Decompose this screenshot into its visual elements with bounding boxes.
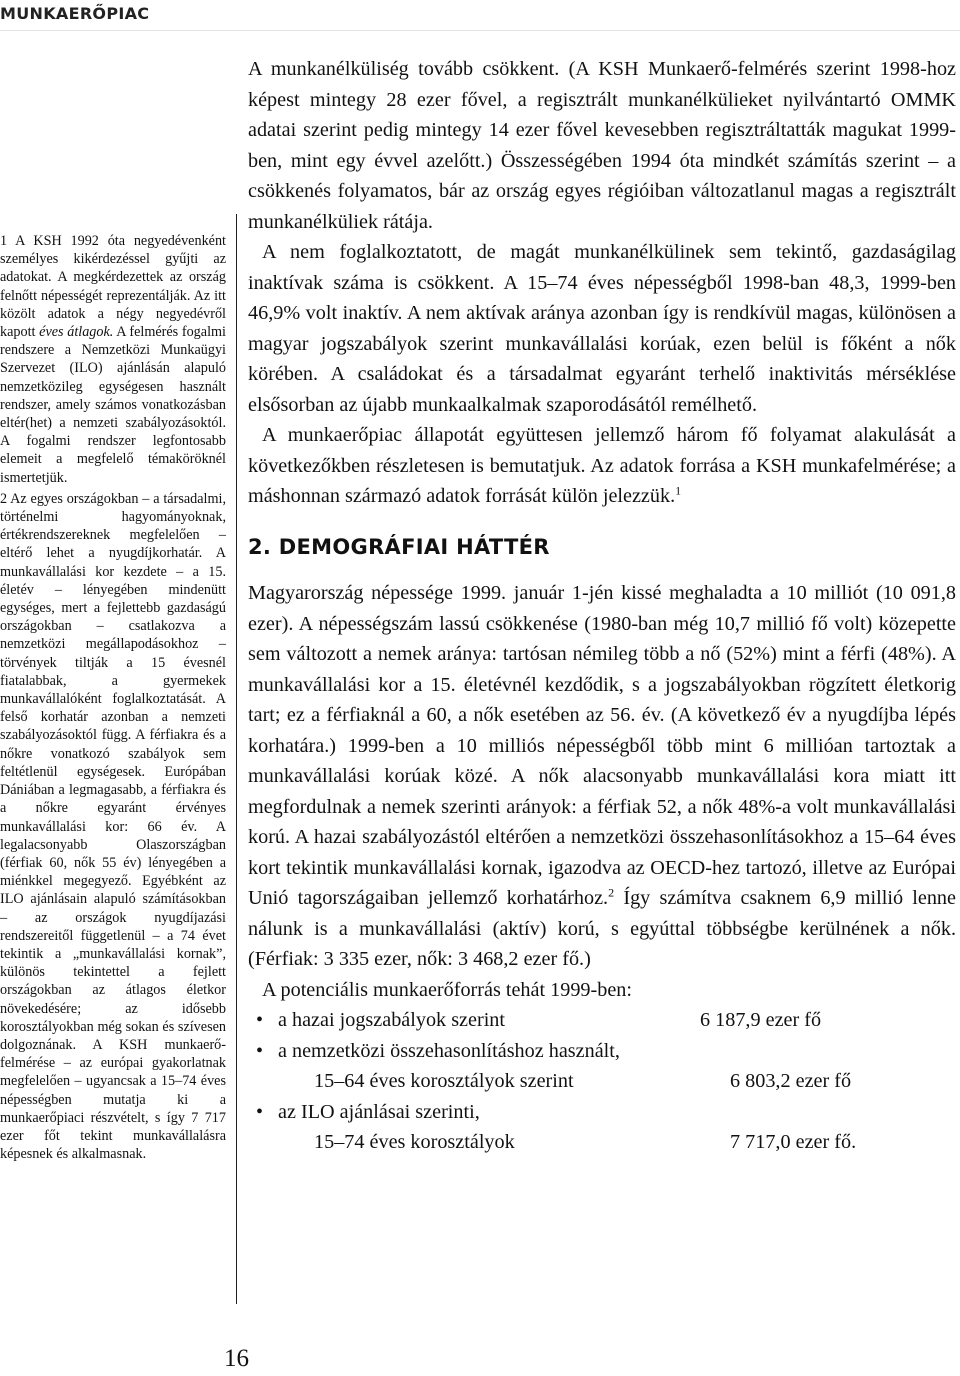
footnote-1: 1 A KSH 1992 óta negyedévenként személyes kikérdezéssel gyűjti az adatokat. A megkérdezettek az ország felnőtt népességét reprezentálják. Az itt közölt adatok a négy negyedévről kapott éves átlagok. A felmérés fogalmi rendszere a Nemzetközi Munkaügyi Szervezet (ILO) ajánlásán alapuló nemzetközileg egységesen használt rendszer, amely számos vonatkozásban eltér(het) a nemzeti szabályozásoktól. A fogalmi rendszer legfontosabb elemeit a megfelelő témaköröknél ismertetjük.	[0, 233, 226, 486]
workforce-list	[248, 1005, 956, 1158]
list-item	[248, 1005, 956, 1036]
list-item-label: a nemzetközi összehasonlításhoz használt,	[278, 1039, 620, 1062]
list-item-sublabel: 15–74 éves korosztályok	[314, 1131, 515, 1153]
paragraph-unemployment: A munkanélküliség tovább csökkent. (A KSH Munkaerő-felmérés szerint 1998-hoz képest mintegy 28 ezer fővel, a regisztrált munkanélkülieket nyilvántartó OMMK adatai szerint pedig mintegy 14 ezer fővel kevesebben regisztráltatták magukat 1999-ben, mint egy évvel azelőtt.) Összességében 1994 óta mindkét számítás szerint – a csökkenés folyamatos, bár az ország egyes régióiban változatlanul magas a regisztrált munkanélküliek rátája.	[248, 58, 956, 233]
paragraph-sources: A munkaerőpiac állapotát együttesen jellemző három fő folyamat alakulását a következőkben részletesen is bemutatjuk. Az adatok forrása a KSH munkafelmérése; a máshonnan származó adatok forrását külön jelezzük.$^1$	[248, 424, 956, 507]
list-item-sublabel: 15–64 éves korosztályok szerint	[314, 1070, 574, 1092]
list-item-value: 7 717,0 ezer fő.	[730, 1131, 857, 1153]
footnote-2: 2 Az egyes országokban – a társadalmi, történelmi hagyományoknak, értékrendszereknek megfelelően – eltérő lehet a nyugdíjkorhatár. A munkavállalási kor kezdete – a 15. életév – lényegében mindenütt egységes, mert a fejlettebb gazdaságú országokban – csatlakozva a nemzetközi megállapodásokhoz – törvények tiltják a 15 évesnél fiatalabbak, a gyermekek munkavállalóként foglalkoztatását. A felső korhatár azonban a nemzeti szabályozásoktól függ. A férfiakra és a nőkre vonatkozó szabályok sem feltétlenül egységesek. Európában Dániában a legmagasabb, a férfiakra és a nőkre egyaránt érvényes munkavállalási kor: 66 év. A legalacsonyabb Olaszországban (férfiak 60, nők 55 év) lényegében a miénkkel megegyező. Egyébként az ILO ajánlásain alapuló számításokban – az országok nyugdíjazási rendszereitől függetlenül – a 74 évet tekintik a „munkavállalási kornak”, különös tekintettel a fejlett országokban az átlagos életkor növekedésére; az idősebb korosztályokban még sokan és szívesen dolgoznának. A KSH munkaerő-felmérése – az európai gyakorlatnak megfelelően – ugyancsak a 15–74 éves népességben mutatja ki a munkaerőpiaci részvételt, s így 7 717 ezer főt tekint munkavállalásra képesnek és alkalmasnak.	[0, 490, 226, 1163]
paragraph-inactivity: A nem foglalkoztatott, de magát munkanélkülinek sem tekintő, gazdaságilag inaktívak száma is csökkent. A 15–74 éves népességből 1998-ban 48,3, 1999-ben 46,9% volt inaktív. A nem aktívak aránya azonban így is rendkívül magas, különösen a magyar jogszabályok szerint munkavállalási korúak, ezen belül is főként a nők körében. A családokat és a társadalmat egyaránt terhelő inaktivitás mérséklése elsősorban az újabb munkaalkalmak szaporodásától remélhető.	[248, 241, 956, 416]
list-item-label: a hazai jogszabályok szerint	[278, 1009, 506, 1031]
list-item	[248, 1036, 956, 1097]
section-heading: 2. DEMOGRÁFIAI HÁTTÉR	[248, 534, 550, 559]
bullet-icon: •	[256, 1039, 264, 1062]
list-item	[248, 1097, 956, 1158]
list-item-value: 6 187,9 ezer fő	[700, 1009, 822, 1031]
paragraph-workforce-intro: A potenciális munkaerőforrás tehát 1999-ben:	[262, 978, 632, 1001]
footnote-ref-2[interactable]: 2	[608, 885, 615, 900]
header-bar	[0, 0, 960, 31]
footnotes-sidebar	[0, 232, 226, 1166]
list-item-label: az ILO ajánlásai szerinti,	[278, 1100, 480, 1123]
list-item-value: 6 803,2 ezer fő	[730, 1070, 852, 1092]
footnote-ref-1[interactable]: 1	[675, 483, 682, 498]
bullet-icon: •	[256, 1009, 264, 1031]
page-number: 16	[224, 1345, 249, 1372]
paragraph-demography: Magyarország népessége 1999. január 1-jén kissé meghaladta a 10 milliót (10 091,8 ezer). A népességszám lassú csökkenése (1980-ban még 10,7 millió fő volt) közepette sem változott a nemek aránya: tartósan némileg több a nő (52%) mint a férfi (48%). A munkavállalási kor a 15. életévnél kezdődik, s a jogszabályokban rögzített életkorig tart; ez a férfiaknál a 60, a nők esetében az 56. év. (A következő év a nyugdíjba lépés korhatára.) 1999-ben a 10 milliós népességből több mint 6 millióan tartoztak a munkavállalási korúak közé. A nők alacsonyabb munkavállalási kora miatt itt megfordulnak a nemek szerinti arányok: a férfiak 52, a nők 48%-a volt munkavállalási korú. A hazai szabályozástól eltérően a nemzetközi összehasonlításokhoz a 15–64 éves kort tekintik munkavállalási kornak, igazodva az OECD-hez tartozó, illetve az Európai Unió tagországaiban jellemző korhatárhoz.$^2$ Így számítva csaknem 6,9 millió lenne nálunk is a munkavállalási (aktív) korú, s egyúttal többségbe kerülnének a nők. (Férfiak: 3 335 ezer, nők: 3 468,2 ezer fő.)	[248, 582, 956, 970]
section-label: MUNKAERŐPIAC	[0, 4, 150, 23]
column-divider	[236, 214, 237, 1304]
bullet-icon: •	[256, 1100, 264, 1123]
main-text	[248, 54, 956, 1158]
